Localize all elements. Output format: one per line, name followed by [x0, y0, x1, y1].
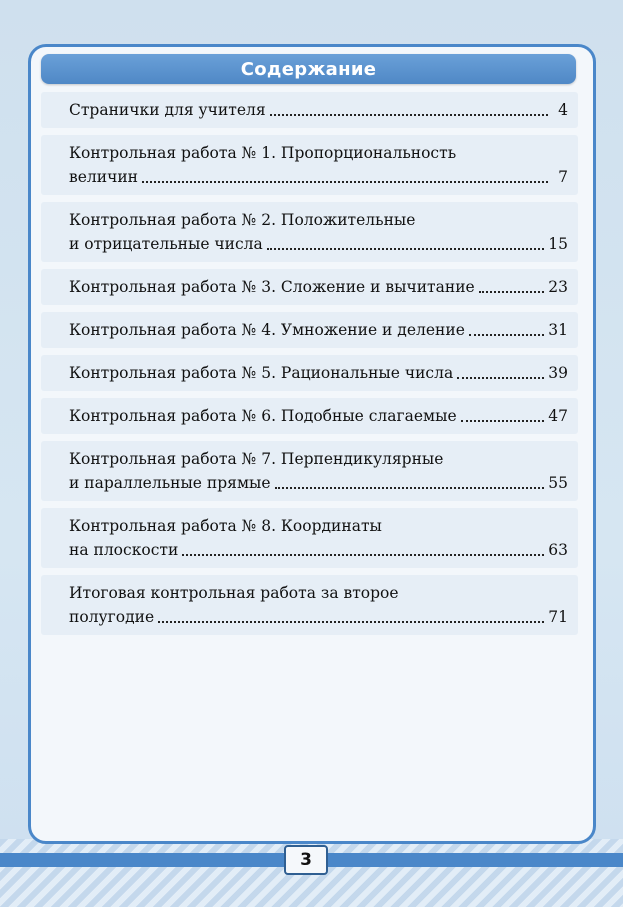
- toc-entry-line: [69, 447, 568, 471]
- toc-entry-title: величин: [69, 168, 138, 186]
- toc-entry-title: Контрольная работа № 8. Координаты: [69, 517, 382, 535]
- page-number: 3: [284, 845, 328, 875]
- dot-leader: [275, 487, 545, 489]
- toc-entry[interactable]: [41, 269, 578, 305]
- toc-entry-line: [69, 581, 568, 605]
- toc-entry-line: [69, 318, 568, 342]
- dot-leader: [182, 554, 544, 556]
- table-of-contents: [41, 92, 578, 642]
- toc-entry-line: [69, 98, 568, 122]
- dot-leader: [461, 420, 545, 422]
- toc-entry-line: [69, 275, 568, 299]
- toc-entry[interactable]: [41, 508, 578, 568]
- toc-entry-page: 39: [548, 364, 568, 382]
- toc-entry-page: 55: [548, 474, 568, 492]
- toc-entry[interactable]: [41, 135, 578, 195]
- toc-entry-title: Контрольная работа № 3. Сложение и вычитание: [69, 278, 475, 296]
- toc-entry-page: 15: [548, 235, 568, 253]
- toc-entry-title: Итоговая контрольная работа за второе: [69, 584, 399, 602]
- toc-entry-line: [69, 605, 568, 629]
- toc-entry-title: Странички для учителя: [69, 101, 266, 119]
- toc-entry-title: и параллельные прямые: [69, 474, 271, 492]
- toc-entry-page: 71: [548, 608, 568, 626]
- toc-entry-line: [69, 514, 568, 538]
- toc-entry-title: Контрольная работа № 1. Пропорциональность: [69, 144, 457, 162]
- toc-entry-page: 47: [548, 407, 568, 425]
- dot-leader: [457, 377, 544, 379]
- toc-entry-page: 23: [548, 278, 568, 296]
- toc-entry-page: 63: [548, 541, 568, 559]
- dot-leader: [142, 181, 548, 183]
- toc-entry-title: Контрольная работа № 7. Перпендикулярные: [69, 450, 444, 468]
- dot-leader: [469, 334, 544, 336]
- toc-entry-line: [69, 471, 568, 495]
- toc-entry-title: Контрольная работа № 5. Рациональные числа: [69, 364, 454, 382]
- toc-entry[interactable]: [41, 398, 578, 434]
- toc-entry-line: [69, 141, 568, 165]
- title-bar: [41, 54, 576, 84]
- toc-entry-line: [69, 208, 568, 232]
- dot-leader: [270, 114, 548, 116]
- toc-entry[interactable]: [41, 312, 578, 348]
- toc-entry-line: [69, 404, 568, 428]
- toc-entry-page: 4: [558, 101, 568, 119]
- toc-entry[interactable]: [41, 355, 578, 391]
- toc-entry[interactable]: [41, 202, 578, 262]
- toc-entry-title: и отрицательные числа: [69, 235, 263, 253]
- dot-leader: [158, 621, 544, 623]
- toc-entry-line: [69, 165, 568, 189]
- toc-entry-page: 31: [548, 321, 568, 339]
- toc-entry-title: Контрольная работа № 4. Умножение и деление: [69, 321, 465, 339]
- toc-entry-page: 7: [558, 168, 568, 186]
- toc-entry[interactable]: [41, 92, 578, 128]
- toc-entry-title: на плоскости: [69, 541, 179, 559]
- dot-leader: [267, 248, 544, 250]
- toc-entry[interactable]: [41, 441, 578, 501]
- toc-entry-line: [69, 361, 568, 385]
- toc-entry[interactable]: [41, 575, 578, 635]
- page-title: Содержание: [240, 58, 377, 80]
- dot-leader: [479, 291, 545, 293]
- toc-entry-line: [69, 538, 568, 562]
- toc-entry-line: [69, 232, 568, 256]
- toc-entry-title: Контрольная работа № 6. Подобные слагаемые: [69, 407, 457, 425]
- toc-entry-title: Контрольная работа № 2. Положительные: [69, 211, 416, 229]
- toc-entry-title: полугодие: [69, 608, 155, 626]
